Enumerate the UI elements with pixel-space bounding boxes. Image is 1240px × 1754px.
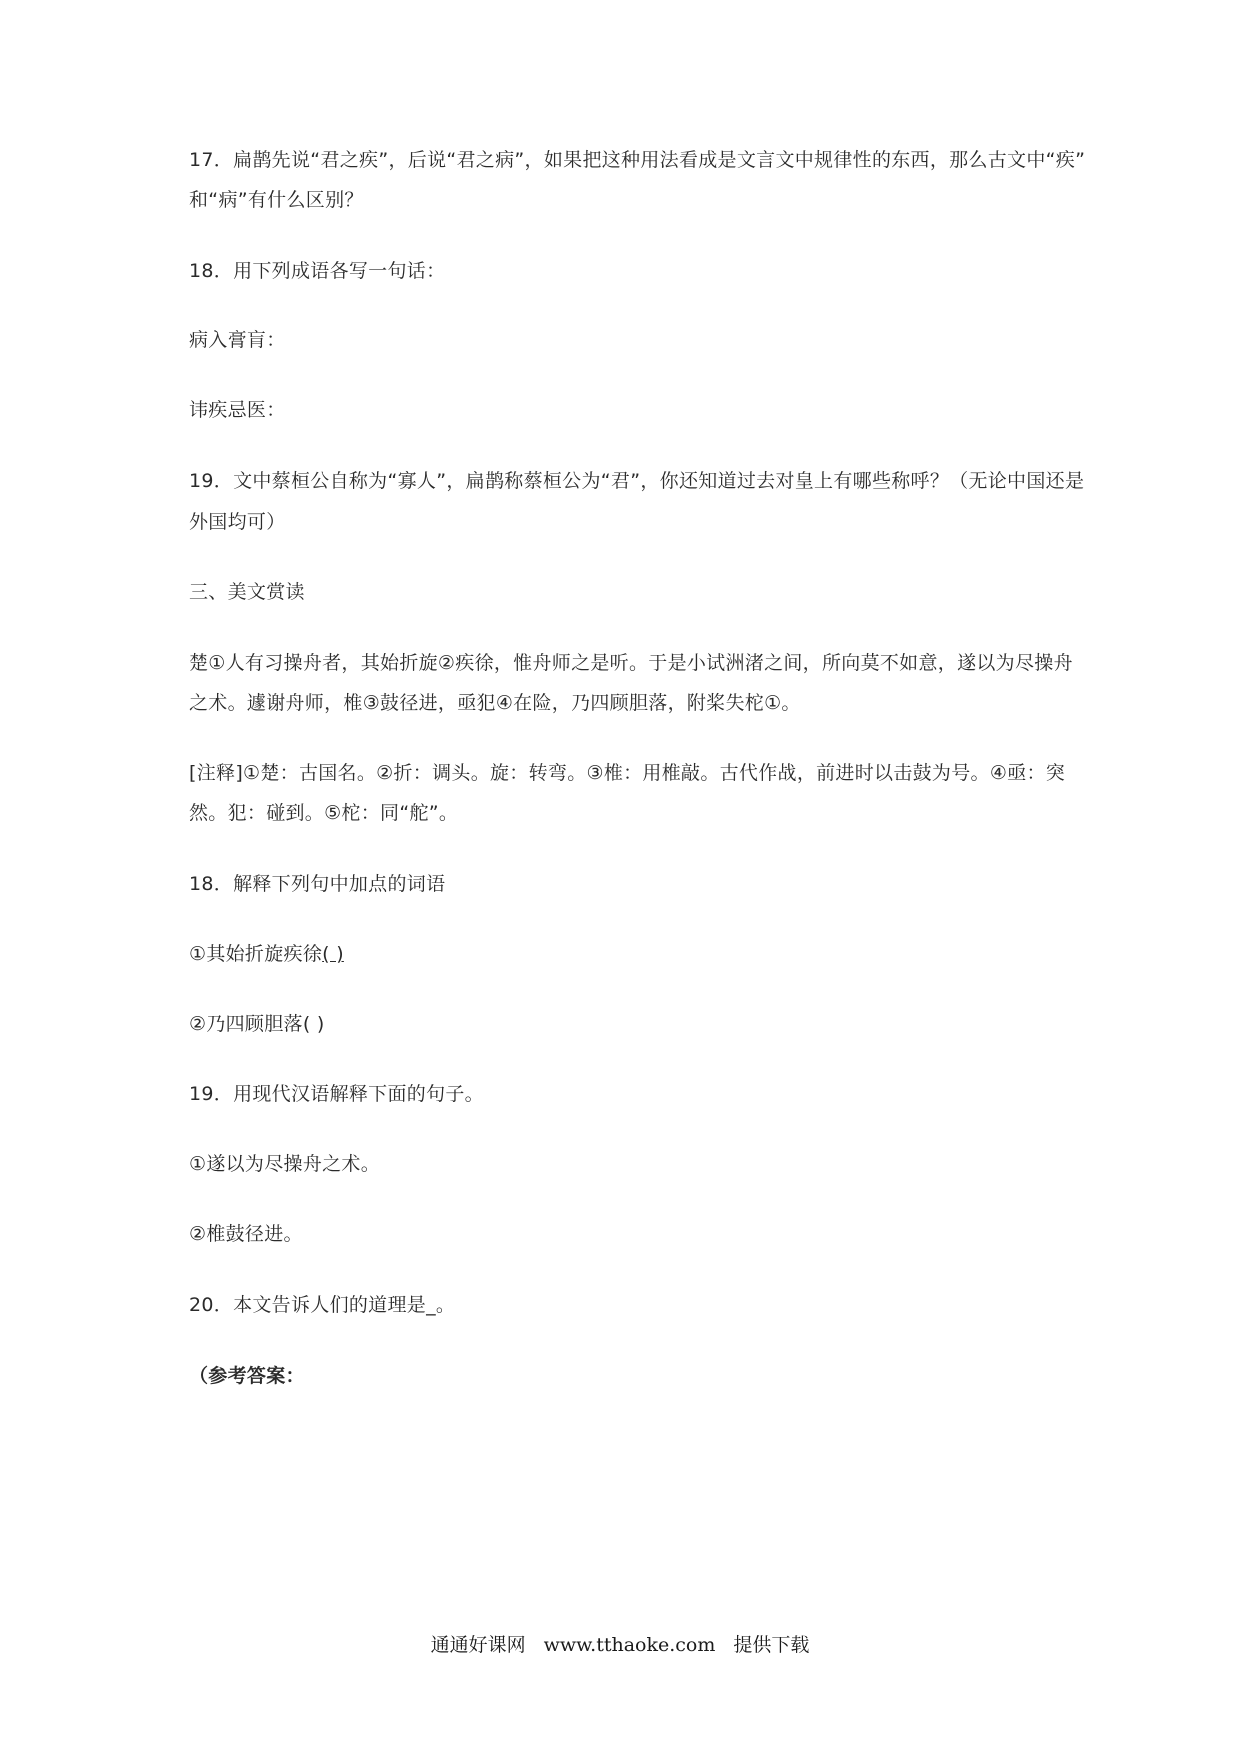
question-19-line-2: 外国均可） (189, 511, 286, 533)
question-19b-item-2: ②椎鼓径进。 (189, 1223, 303, 1245)
question-18-title: 18．用下列成语各写一句话： (189, 260, 446, 282)
notes-line-2: 然。犯：碰到。⑤柁：同“舵”。 (189, 802, 459, 824)
question-19-line-1: 19．文中蔡桓公自称为“寡人”，扁鹊称蔡桓公为“君”，你还知道过去对皇上有哪些称呼？（无论中国还是 (189, 470, 1085, 492)
answer-heading: （参考答案： (189, 1365, 305, 1387)
footer-url[interactable]: www.tthaoke.com (543, 1634, 716, 1656)
footer-site-name: 通通好课网 (430, 1634, 526, 1656)
question-18b-title: 18．解释下列句中加点的词语 (189, 873, 446, 895)
footer-suffix: 提供下载 (733, 1634, 810, 1656)
notes-line-1: [注释]①楚：古国名。②折：调头。旋：转弯。③椎：用椎敲。古代作战，前进时以击鼓为号。④亟：突 (189, 762, 1066, 784)
answer-blank: ( ) (322, 943, 344, 965)
idiom-2: 讳疾忌医： (189, 399, 286, 421)
idiom-1: 病入膏肓： (189, 329, 286, 351)
question-18b-item-1 (189, 941, 1059, 967)
question-19b-item-1: ①遂以为尽操舟之术。 (189, 1153, 381, 1175)
passage-line-1: 楚①人有习操舟者，其始折旋②疾徐，惟舟师之是听。于是小试洲渚之间，所向莫不如意，遂以为尽操舟 (189, 652, 1073, 674)
question-18b-item-2: ②乃四顾胆落( ) (189, 1013, 325, 1035)
page-footer (0, 1632, 1240, 1658)
question-18b-item-1-text: ①其始折旋疾徐 (189, 943, 323, 965)
passage-line-2: 之术。遽谢舟师，椎③鼓径进，亟犯④在险，乃四顾胆落，附桨失柁①。 (189, 692, 801, 714)
question-17-line-1: 17．扁鹊先说“君之疾”，后说“君之病”，如果把这种用法看成是文言文中规律性的东西，那么古文中“疾” (189, 149, 1086, 171)
question-20: 20．本文告诉人们的道理是_。 (189, 1294, 456, 1316)
question-17-line-2: 和“病”有什么区别？ (189, 189, 364, 211)
question-19b-title: 19．用现代汉语解释下面的句子。 (189, 1083, 484, 1105)
section-heading: 三、美文赏读 (189, 581, 305, 603)
